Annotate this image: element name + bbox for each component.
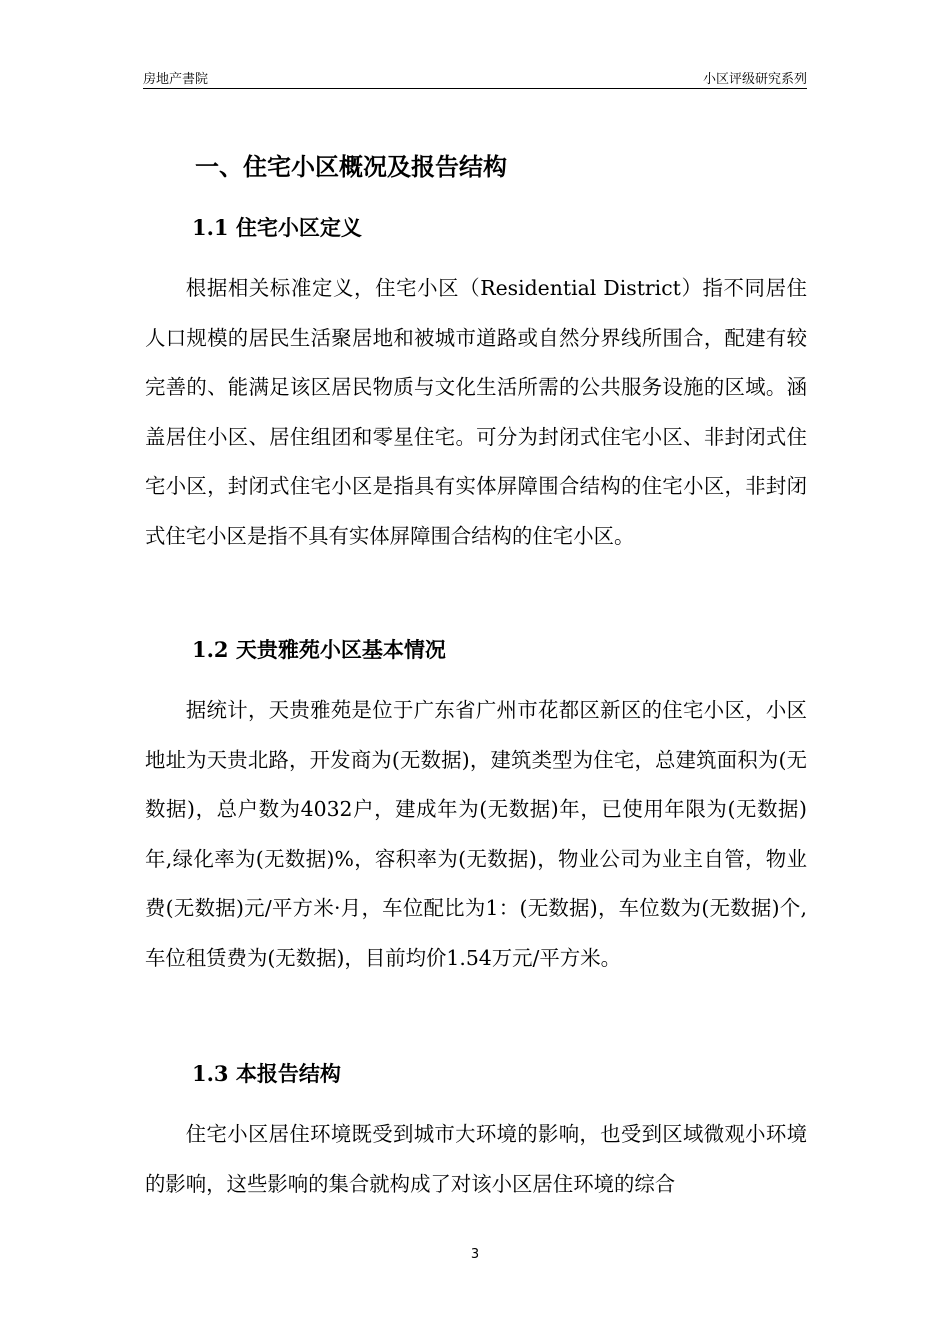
paragraph-report-structure: 住宅小区居住环境既受到城市大环境的影响，也受到区域微观小环境的影响，这些影响的集合就构成了对该小区居住环境的综合 (145, 1122, 807, 1196)
header-series-title: 小区评级研究系列 (702, 72, 807, 87)
subsection-heading-1-3: 1.3 本报告结构 (192, 1061, 341, 1086)
subsection-heading-1-1: 1.1 住宅小区定义 (192, 215, 362, 240)
subsection-heading-1-2: 1.2 天贵雅苑小区基本情况 (192, 637, 446, 662)
header-divider (143, 88, 807, 89)
section-title: 一、住宅小区概况及报告结构 (195, 152, 507, 181)
page-number: 3 (470, 1247, 480, 1262)
page-header (143, 68, 807, 88)
paragraph-definition: 根据相关标准定义，住宅小区（Residential District）指不同居住人口规模的居民生活聚居地和被城市道路或自然分界线所围合，配建有较完善的、能满足该区居民物质与文化生活所需的公共服务设施的区域。涵盖居住小区、居住组团和零星住宅。可分为封闭式住宅小区、非封闭式住宅小区，封闭式住宅小区是指具有实体屏障围合结构的住宅小区，非封闭式住宅小区是指不具有实体屏障围合结构的住宅小区。 (145, 276, 807, 548)
paragraph-basic-info: 据统计，天贵雅苑是位于广东省广州市花都区新区的住宅小区，小区地址为天贵北路，开发商为(无数据)，建筑类型为住宅，总建筑面积为(无数据)，总户数为4032户，建成年为(无数据)年，已使用年限为(无数据)年,绿化率为(无数据)%，容积率为(无数据)，物业公司为业主自管，物业费(无数据)元/平方米·月，车位配比为1：(无数据)，车位数为(无数据)个,车位租赁费为(无数据)，目前均价1.54万元/平方米。 (145, 698, 807, 970)
header-publisher: 房地产書院 (143, 72, 209, 87)
